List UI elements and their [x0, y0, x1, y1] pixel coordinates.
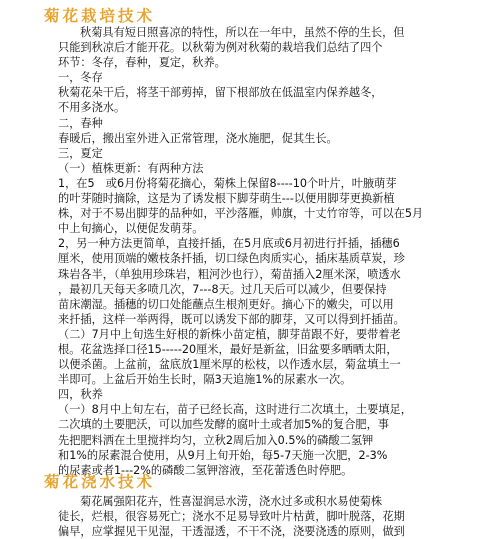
paragraph-line: 环节：冬存，春种，夏定，秋养。 [58, 56, 226, 70]
paragraph-line: 菊花属强阳花卉，性喜湿润忌水涝，浇水过多或积水易使菊株 [80, 495, 383, 508]
paragraph-line: 二，春种 [58, 116, 103, 130]
cultivation-text-block [58, 25, 448, 478]
paragraph-line: 只能到秋凉后才能开花。以秋菊为例对秋菊的栽培我们总结了四个 [58, 41, 383, 55]
paragraph-line: 1，在5 或6月份将菊花摘心，菊株上保留8----10个叶片，叶腋萌芽 [58, 176, 397, 190]
paragraph-line: 以便杀菌。上盆前，盆底放1厘米厚的松枝，以作透水层，菊盆填土一 [58, 358, 401, 372]
paragraph-line: 和1%的尿素混合使用，从9月上旬开始，每5-7天施一次肥，2-3% [58, 448, 388, 462]
paragraph-line: 半即可。上盆后开始生长时，隔3天追施1%的尿素水一次。 [58, 373, 352, 387]
paragraph-line: 秋菊花朵干后，将茎干部剪掉，留下根部放在低温室内保养越冬， [58, 86, 383, 100]
paragraph-line: 来扦插，这样一举两得，既可以诱发下部的脚芽，又可以得到扦插苗。 [58, 312, 405, 326]
paragraph-line: 一，冬存 [58, 71, 103, 85]
paragraph-line: （二）7月中上旬选生好根的新株小苗定植，脚芽苗跟不好，要带着老 [58, 327, 401, 341]
paragraph-line: 厘米，使用顶端的嫩枝条扦插，切口绿色肉质实心，插床基质草炭，珍 [58, 252, 405, 266]
paragraph-line: 2，另一种方法更简单，直接扦插，在5月底或6月初进行扦插，插穗6 [58, 237, 400, 251]
paragraph-line: 四，秋养 [58, 388, 103, 402]
watering-text-block [58, 494, 448, 539]
section-heading-cultivation: 菊花栽培技术 [44, 7, 156, 25]
paragraph-line: 二次填的土要肥沃，可以加些发酵的腐叶土或者加5%的复合肥，事 [58, 418, 389, 432]
paragraph-line: 不用多浇水。 [58, 101, 126, 115]
paragraph-line: 根。花盆选择口径15-----20厘米，最好是新盆，旧盆要多晒晒太阳， [58, 342, 398, 356]
paragraph-line: 苗床潮湿。插穗的切口处能蘸点生根剂更好。摘心下的嫩尖，可以用 [58, 297, 394, 311]
section-heading-watering: 菊花浇水技术 [44, 473, 156, 491]
paragraph-line: 秋菊具有短日照喜凉的特性，所以在一年中，虽然不停的生长，但 [80, 26, 405, 39]
paragraph-line: 中上旬摘心，以便促发萌芽。 [58, 222, 204, 236]
paragraph-line: 偏早，应掌握见干见湿，干透湿透，不干不浇，浇要浇透的原则，做到 [58, 525, 405, 539]
paragraph-line: ，最初几天每天多喷几次，7---8天。过几天后可以减少，但要保持 [58, 282, 387, 296]
paragraph-line: 春暖后，搬出室外进入正常管理，浇水施肥，促其生长。 [58, 131, 338, 145]
paragraph-line: 先把肥料洒在土里搅拌均匀，立秋2周后加入0.5%的磷酸二氢钾 [58, 433, 374, 447]
paragraph-line: （一）植株更新：有两种方法 [58, 161, 204, 175]
paragraph-line: 株，对于不易出脚芽的品种如，平沙落雁，帅旗，十丈竹帘等，可以在5月 [58, 207, 424, 221]
paragraph-line: 的叶芽随时摘除，这是为了诱发根下脚芽萌生---以便用脚芽更换新植 [58, 192, 395, 206]
paragraph-line: 三，夏定 [58, 146, 103, 160]
paragraph-line: 珠岩各半，（单独用珍珠岩，粗河沙也行），菊苗插入2厘米深，喷透水 [58, 267, 401, 281]
paragraph-line: 徒长，烂根，很容易死亡；浇水不足易导致叶片枯黄，脚叶脱落，花期 [58, 510, 405, 524]
paragraph-line: （一）8月中上旬左右，苗子已经长高，这时进行二次填土，土要填足， [58, 403, 412, 417]
paragraph-line: 的尿素或者1---2%的磷酸二氢钾溶液，至花蕾透色时停肥。 [58, 463, 353, 477]
